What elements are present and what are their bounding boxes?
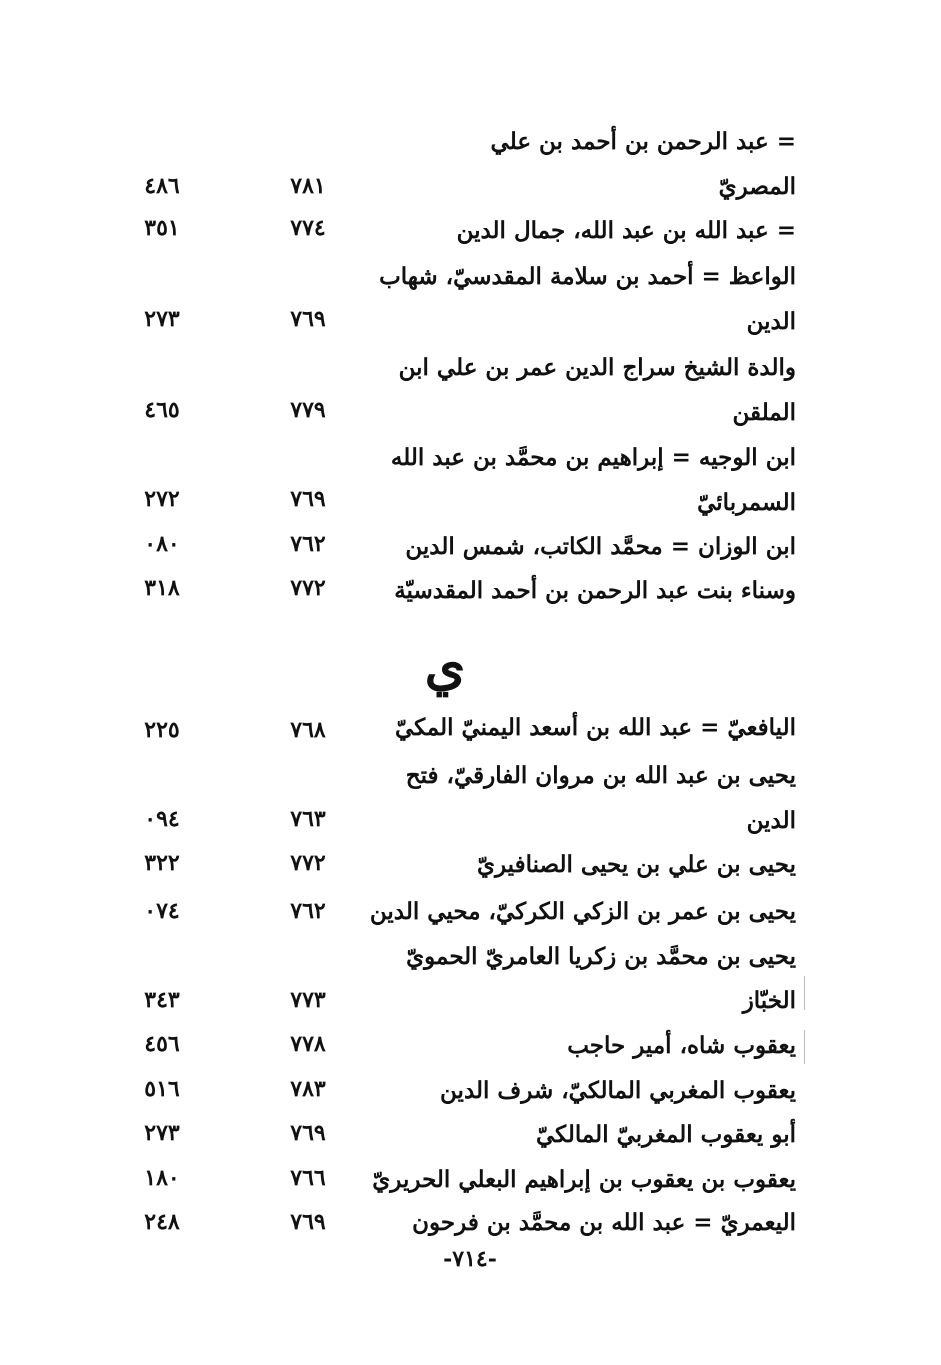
- entry-page: ٢٢٥: [144, 717, 180, 743]
- scan-mark: [804, 1030, 805, 1064]
- entry-page: ٤٦٥: [144, 397, 180, 423]
- entry-line: السمربائيّ: [697, 489, 796, 516]
- entry-line: ابن الوجيه = إبراهيم بن محمَّد بن عبد الله: [390, 444, 796, 471]
- entry-line: اليعمريّ = عبد الله بن محمَّد بن فرحون: [412, 1209, 796, 1236]
- entry-page: ٣١٨: [144, 575, 180, 601]
- entry-page: ٠٧٤: [144, 898, 180, 924]
- entry-line: = عبد الرحمن بن أحمد بن علي: [490, 128, 796, 155]
- entry-line: اليافعيّ = عبد الله بن أسعد اليمنيّ المكيّ: [394, 714, 796, 741]
- entry-line: ابن الوزان = محمَّد الكاتب، شمس الدين: [405, 533, 796, 560]
- entry-line: يحيى بن محمَّد بن زكريا العامريّ الحمويّ: [406, 943, 796, 970]
- entry-line: وسناء بنت عبد الرحمن بن أحمد المقدسيّة: [394, 577, 796, 604]
- entry-year: ٧٨٣: [290, 1076, 326, 1102]
- entry-page: ١٨٠: [144, 1165, 180, 1191]
- entry-line: = عبد الله بن عبد الله، جمال الدين: [456, 217, 796, 244]
- entry-line: الخبّاز: [742, 987, 796, 1014]
- entry-page: ٣٥١: [144, 215, 180, 241]
- entry-line: المصريّ: [718, 173, 796, 200]
- entry-line: الواعظ = أحمد بن سلامة المقدسيّ، شهاب: [379, 263, 796, 290]
- entry-year: ٧٦٨: [290, 717, 326, 743]
- entry-page: ٣٤٣: [144, 987, 180, 1013]
- entry-year: ٧٦٩: [290, 1120, 326, 1146]
- entry-line: يحيى بن عمر بن الزكي الكركيّ، محيي الدين: [369, 898, 796, 925]
- entry-year: ٧٧٢: [290, 850, 326, 876]
- entry-page: ٢٧٣: [144, 306, 180, 332]
- entry-year: ٧٦٣: [290, 806, 326, 832]
- entry-line: يحيى بن علي بن يحيى الصنافيريّ: [476, 851, 796, 878]
- entry-year: ٧٦٩: [290, 486, 326, 512]
- entry-year: ٧٦٢: [290, 898, 326, 924]
- section-letter: ي: [424, 636, 466, 697]
- page-number: -٧١٤-: [443, 1246, 497, 1272]
- entry-line: الدين: [746, 807, 796, 834]
- entry-line: يعقوب بن يعقوب بن إبراهيم البعلي الحريريّ: [372, 1166, 796, 1193]
- entry-year: ٧٧٩: [290, 397, 326, 423]
- entry-line: أبو يعقوب المغربيّ المالكيّ: [536, 1121, 796, 1148]
- entry-page: ٠٨٠: [144, 531, 180, 557]
- entry-year: ٧٧٣: [290, 987, 326, 1013]
- entry-page: ٥١٦: [144, 1076, 180, 1102]
- entry-line: يعقوب شاه، أمير حاجب: [567, 1032, 796, 1059]
- entry-page: ٢٧٣: [144, 1120, 180, 1146]
- entry-page: ٤٨٦: [144, 173, 180, 199]
- scan-mark: [804, 976, 805, 1010]
- entry-page: ٣٢٢: [144, 850, 180, 876]
- entry-year: ٧٦٩: [290, 306, 326, 332]
- entry-year: ٧٦٩: [290, 1209, 326, 1235]
- entry-page: ٠٩٤: [144, 806, 180, 832]
- entry-line: الملقن: [732, 399, 796, 426]
- entry-line: يحيى بن عبد الله بن مروان الفارقيّ، فتح: [405, 762, 796, 789]
- entry-year: ٧٨١: [290, 173, 326, 199]
- entry-year: ٧٧٨: [290, 1031, 326, 1057]
- entry-year: ٧٧٤: [290, 215, 326, 241]
- entry-year: ٧٦٦: [290, 1165, 326, 1191]
- entry-line: الدين: [746, 308, 796, 335]
- entry-page: ٤٥٦: [144, 1031, 180, 1057]
- entry-line: والدة الشيخ سراج الدين عمر بن علي ابن: [398, 354, 796, 381]
- entry-year: ٧٦٢: [290, 531, 326, 557]
- entry-page: ٢٧٢: [144, 486, 180, 512]
- entry-line: يعقوب المغربي المالكيّ، شرف الدين: [440, 1077, 796, 1104]
- entry-page: ٢٤٨: [144, 1209, 180, 1235]
- entry-year: ٧٧٢: [290, 575, 326, 601]
